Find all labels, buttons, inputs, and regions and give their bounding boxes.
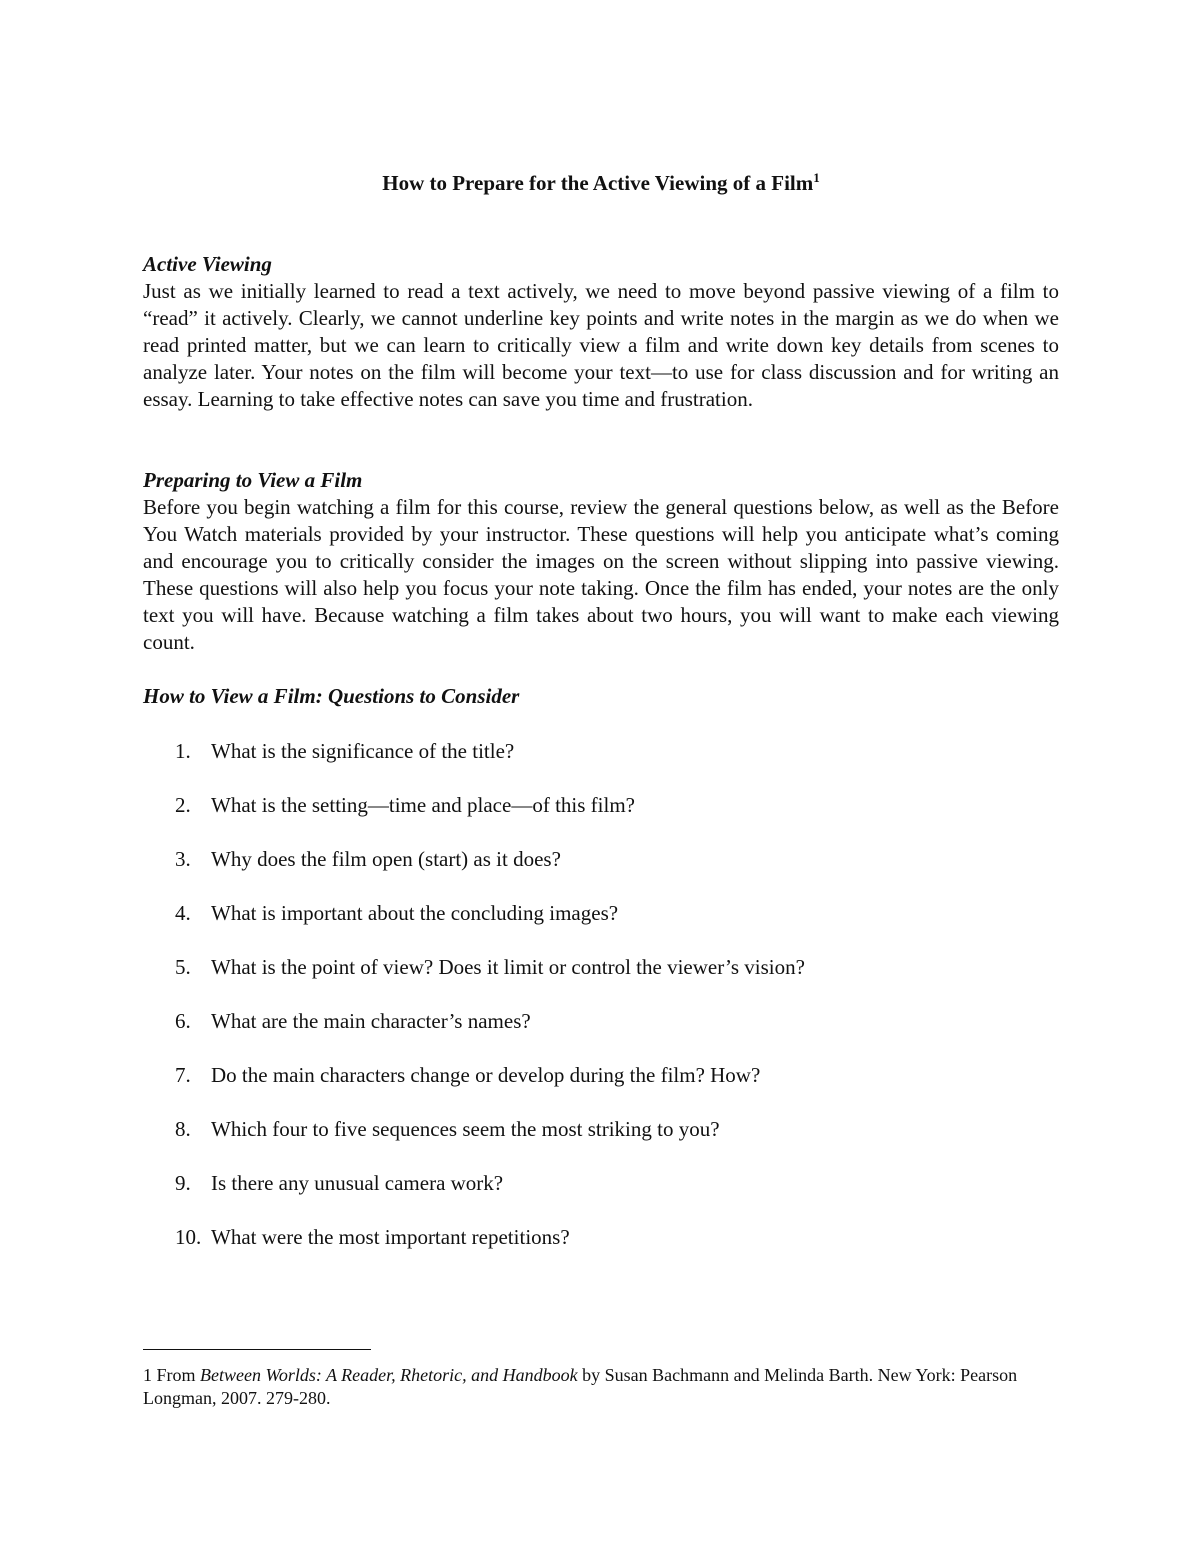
question-number: 1. [175,739,191,763]
preparing-body: Before you begin watching a film for this course, review the general questions below, as well as the Before You Watch materials provided by your instructor. These questions will help you anticipate what’s coming and encourage you to critically consider the images on the screen without slipping into passive viewing. These questions will also help you focus your note taking. Once the film has ended, your notes are the only text you will have. Because watching a film takes about two hours, you will want to make each viewing count. [143,495,1059,654]
preparing-heading: Preparing to View a Film [143,468,363,492]
list-item [175,844,805,874]
list-item [175,952,805,982]
footnote-number: 1 [143,1365,152,1385]
question-text: What is important about the concluding images? [211,901,619,925]
question-text: What were the most important repetitions? [211,1225,570,1249]
question-text: What is the point of view? Does it limit or control the viewer’s vision? [211,955,805,979]
question-number: 5. [175,955,191,979]
list-item [175,1168,805,1198]
question-number: 10. [175,1225,202,1249]
active-viewing-heading: Active Viewing [143,252,272,276]
questions-list [175,736,805,1276]
list-item [175,1006,805,1036]
question-text: Do the main characters change or develop during the film? How? [211,1063,761,1087]
footnote-prefix: From [156,1365,201,1385]
section-preparing [143,467,1059,656]
list-item [175,790,805,820]
list-item [175,898,805,928]
question-number: 3. [175,847,191,871]
document-title [143,168,1059,198]
active-viewing-body: Just as we initially learned to read a text actively, we need to move beyond passive viewing of a film to “read” it actively. Clearly, we cannot underline key points and write notes in the margin as we do when we read printed matter, but we can learn to critically view a film and write down key details from scenes to analyze later. Your notes on the film will become your text—to use for class discussion and for writing an essay. Learning to take effective notes can save you time and frustration. [143,279,1059,411]
section-active-viewing [143,251,1059,413]
question-number: 8. [175,1117,191,1141]
list-item [175,1060,805,1090]
question-text: What is the significance of the title? [211,739,515,763]
question-number: 4. [175,901,191,925]
question-text: Is there any unusual camera work? [211,1171,504,1195]
question-number: 9. [175,1171,191,1195]
document-page [143,0,1059,1553]
list-item [175,1114,805,1144]
footnote-suffix: by Susan Bachmann and Melinda Barth. New York: Pearson Longman, 2007. 279-280. [143,1365,1018,1408]
question-number: 6. [175,1009,191,1033]
title-footnote-ref: 1 [813,170,820,185]
list-item [175,736,805,766]
question-text: Why does the film open (start) as it does? [211,847,561,871]
question-text: Which four to five sequences seem the most striking to you? [211,1117,720,1141]
footnote [143,1364,1059,1410]
document-title-text: How to Prepare for the Active Viewing of a Film [382,171,814,195]
question-number: 2. [175,793,191,817]
list-item [175,1222,805,1252]
footnote-book-title: Between Worlds: A Reader, Rhetoric, and Handbook [200,1365,578,1385]
question-text: What is the setting—time and place—of this film? [211,793,635,817]
question-number: 7. [175,1063,191,1087]
question-text: What are the main character’s names? [211,1009,531,1033]
footnote-separator [143,1349,371,1350]
section-questions [143,683,1059,710]
questions-heading: How to View a Film: Questions to Consider [143,684,520,708]
